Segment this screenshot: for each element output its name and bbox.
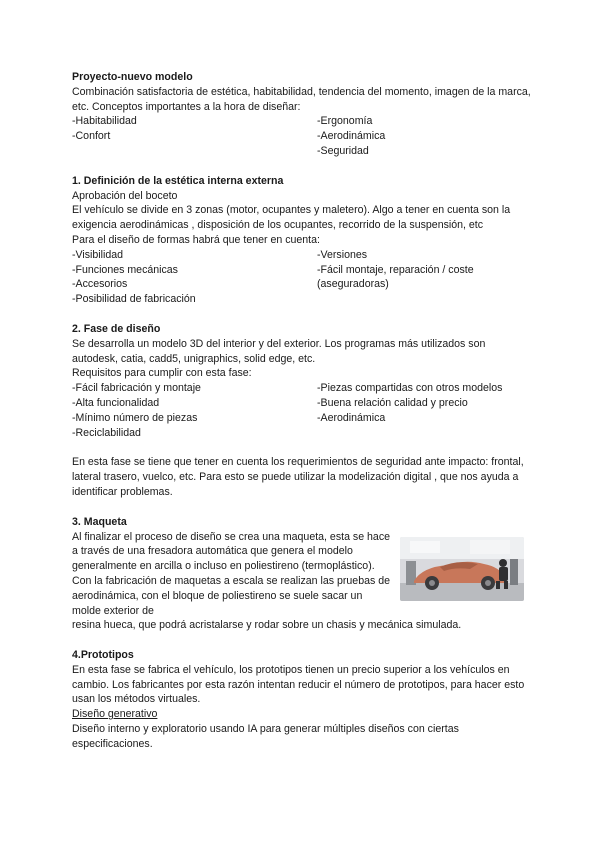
section3-paragraph: Al finalizar el proceso de diseño se crea una maqueta, esta se hace a través de una fresadora automática que genera el modelo generalmente en arcilla o incluso en poliestireno (termoplástico). Con la fabricación de maquetas a escala se realizan las pruebas de aerodinámica, con el bloque de poliestireno se suele sacar un molde exterior de [72,530,391,617]
intro-paragraph: Combinación satisfactoria de estética, habitabilidad, tendencia del momento, imagen de la marca, etc. Conceptos importantes a la hora de diseñar: [72,85,531,113]
section2-list [72,381,532,440]
clay-model-photo [400,537,524,601]
section4-paragraph-2: Diseño interno y exploratorio usando IA para generar múltiples diseños con ciertas especificaciones. [72,723,459,750]
section4-subheading: Diseño generativo [72,708,158,721]
list-item: -Accesorios [72,278,128,291]
list-item: -Aerodinámica [317,130,386,143]
list-item: -Mínimo número de piezas [72,411,198,424]
clay-model-illustration [400,537,524,601]
document-content [72,70,532,752]
list-item: -Aerodinámica [317,411,386,424]
section-heading-2: 2. Fase de diseño [72,322,161,335]
section-heading-1: 1. Definición de la estética interna externa [72,174,284,187]
section4-paragraph: En esta fase se fabrica el vehículo, los prototipos tienen un precio superior a los vehículos en cambio. Los fabricantes por esta razón intentan reducir el número de prototipos, para hacer esto usan los métodos virtuales. [72,663,525,706]
list-item: -Reciclabilidad [72,426,141,439]
section2-list-left [72,381,317,440]
list-item: -Funciones mecánicas [72,263,178,276]
list-item: -Posibilidad de fabricación [72,293,196,306]
list-item: -Seguridad [317,144,369,157]
list-item: -Buena relación calidad y precio [317,396,468,409]
list-item: (aseguradoras) [317,278,389,291]
section1-lead: Para el diseño de formas habrá que tener en cuenta: [72,233,320,246]
section-heading-4: 4.Prototipos [72,649,134,662]
section2-paragraph-2: En esta fase se tiene que tener en cuenta los requerimientos de seguridad ante impacto: frontal, lateral trasero, vuelco, etc. Para esto se puede utilizar la modelización digital , que nos ayuda a identificar problemas. [72,456,524,498]
list-item: -Piezas compartidas con otros modelos [317,382,503,395]
list-item: -Visibilidad [72,248,124,261]
section-heading-3: 3. Maqueta [72,515,127,528]
section3-block [72,515,532,633]
document-title: Proyecto-nuevo modelo [72,71,193,83]
section1-list [72,248,532,307]
list-item: -Fácil montaje, reparación / coste [317,263,474,276]
section1-subtitle: Aprobación del boceto [72,189,178,202]
section1-list-right [317,248,532,307]
section2-list-right [317,381,532,440]
list-item: -Alta funcionalidad [72,396,160,409]
list-item: -Ergonomía [317,115,373,128]
section1-list-left [72,248,317,307]
section3-paragraph-end: resina hueca, que podrá acristalarse y rodar sobre un chasis y mecánica simulada. [72,619,462,632]
list-item: -Fácil fabricación y montaje [72,382,201,395]
list-item: -Confort [72,130,111,143]
list-item: -Versiones [317,248,368,261]
intro-list-left [72,114,317,158]
section1-paragraph: El vehículo se divide en 3 zonas (motor, ocupantes y maletero). Algo a tener en cuenta son la exigencia aerodinámicas , disposición de los ocupantes, recorrido de la suspensión, etc [72,204,511,232]
list-item: -Habitabilidad [72,115,137,128]
section2-lead: Requisitos para cumplir con esta fase: [72,367,252,380]
intro-list-right [317,114,532,158]
section2-paragraph: Se desarrolla un modelo 3D del interior y del exterior. Los programas más utilizados son autodesk, catia, cadd5, unigraphics, solid edge, etc. [72,337,486,365]
intro-concepts-list [72,114,532,158]
